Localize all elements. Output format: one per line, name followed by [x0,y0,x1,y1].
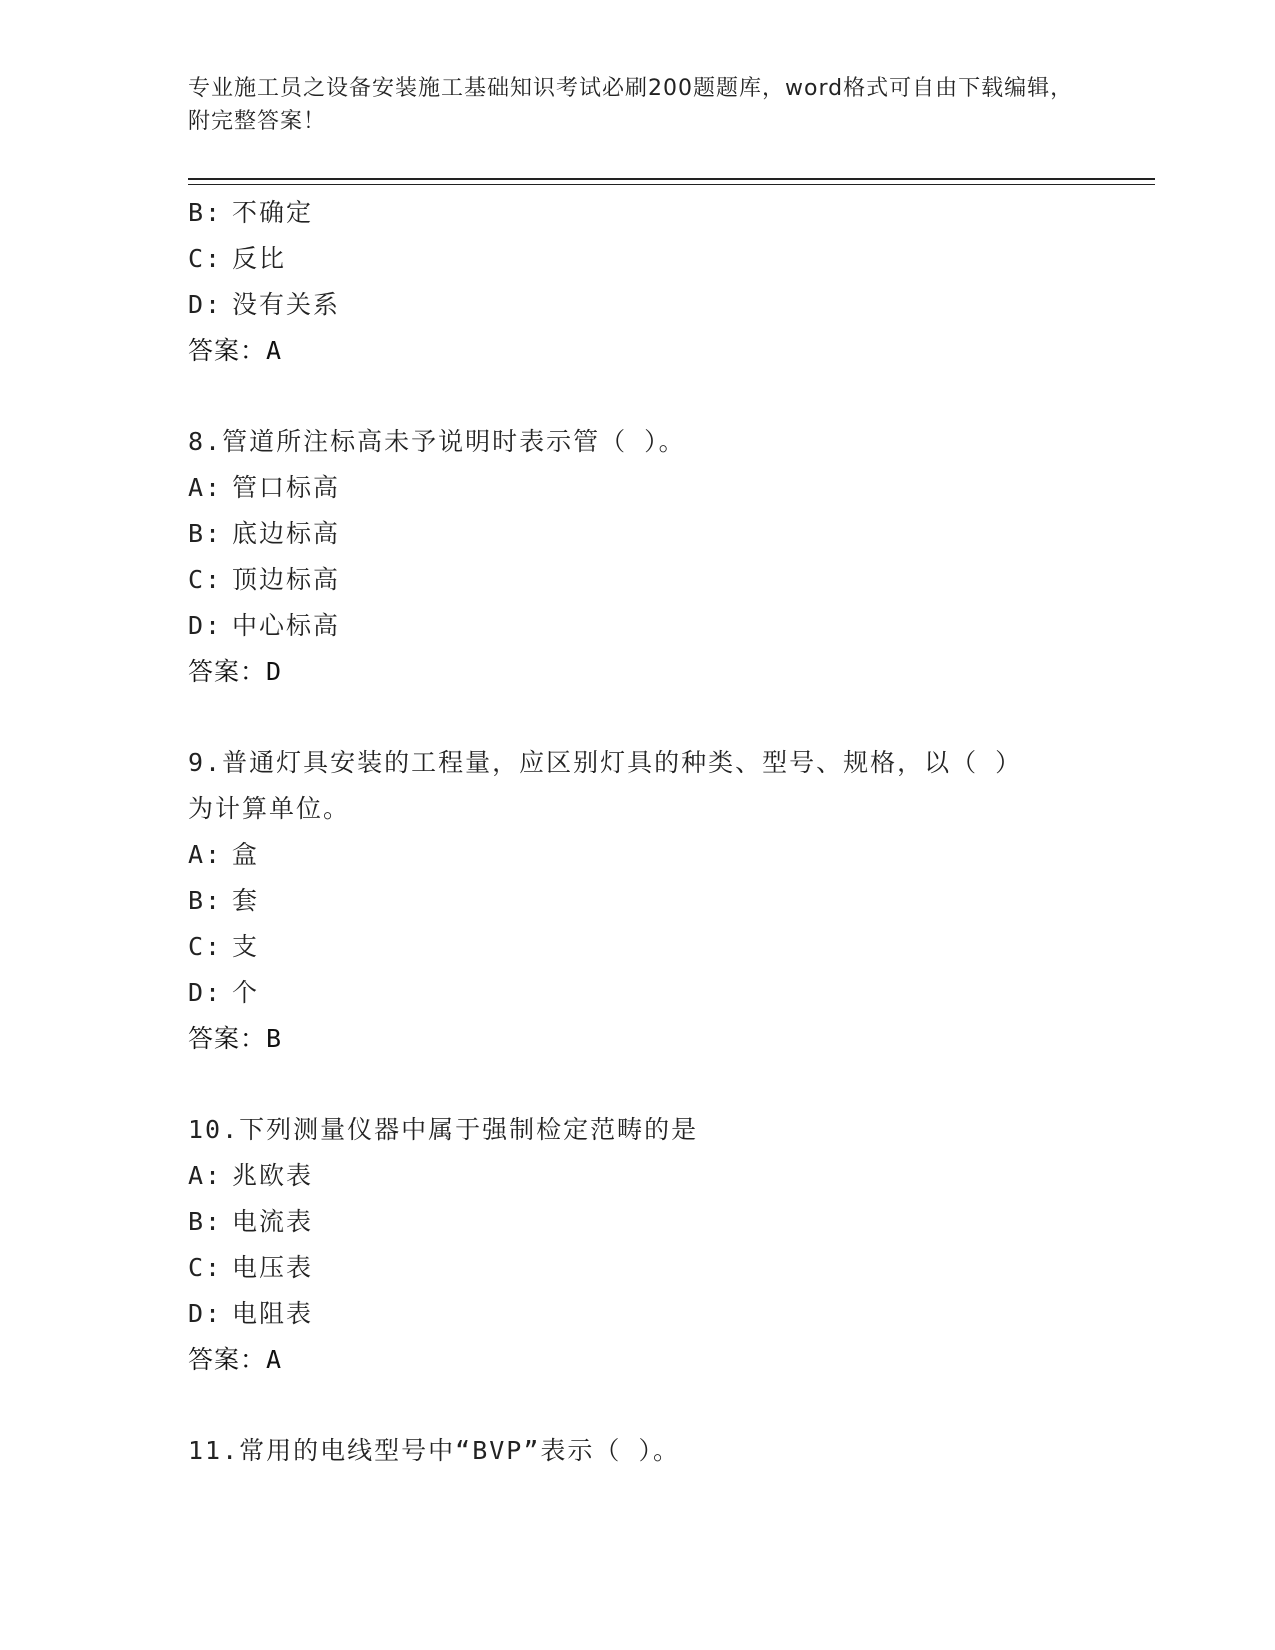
option-text: 盒 [232,840,260,869]
answer-value: A [266,1345,283,1374]
option-d [188,970,1118,1016]
question-text [188,740,1048,832]
option-text: 电压表 [232,1253,314,1282]
question-8 [188,419,1118,695]
document-title: 专业施工员之设备安装施工基础知识考试必刷200题题库，word格式可自由下载编辑，附完整答案！ [188,76,1074,134]
option-d [188,282,1118,328]
question-11 [188,1428,1118,1474]
option-key: C: [188,565,223,594]
question-number: 8. [188,427,223,456]
answer-value: B [266,1024,283,1053]
question-number: 11. [188,1436,240,1465]
option-key: C: [188,1253,223,1282]
answer [188,649,1118,695]
option-text: 电流表 [232,1207,314,1236]
answer-label: 答案： [188,336,267,365]
question-stem: 下列测量仪器中属于强制检定范畴的是 [239,1115,699,1144]
question-10 [188,1107,1118,1383]
answer [188,1337,1118,1383]
option-key: A: [188,840,223,869]
option-a [188,832,1118,878]
header-divider [188,178,1155,185]
answer-label: 答案： [188,657,267,686]
option-a [188,1153,1118,1199]
question-text [188,419,1118,465]
option-key: D: [188,1299,223,1328]
option-text: 支 [232,932,260,961]
answer [188,1016,1118,1062]
answer-value: A [266,336,283,365]
question-text [188,1107,1118,1153]
option-key: B: [188,1207,223,1236]
option-key: B: [188,198,223,227]
option-key: A: [188,1161,223,1190]
option-b [188,190,1118,236]
question-partial [188,190,1118,374]
option-text: 中心标高 [232,611,341,640]
option-key: B: [188,886,223,915]
option-key: D: [188,978,223,1007]
option-key: C: [188,932,223,961]
question-number: 9. [188,748,223,777]
option-key: C: [188,244,223,273]
question-stem: 管道所注标高未予说明时表示管（ ）。 [222,427,686,456]
option-key: D: [188,611,223,640]
option-key: A: [188,473,223,502]
option-c [188,557,1118,603]
answer [188,328,1118,374]
question-9 [188,740,1118,1062]
option-c [188,1245,1118,1291]
option-text: 没有关系 [232,290,341,319]
option-b [188,1199,1118,1245]
option-text: 个 [232,978,260,1007]
option-c [188,924,1118,970]
option-key: D: [188,290,223,319]
answer-label: 答案： [188,1024,267,1053]
answer-value: D [266,657,283,686]
option-a [188,465,1118,511]
question-stem: 普通灯具安装的工程量，应区别灯具的种类、型号、规格，以（ ）为计算单位。 [188,748,1023,823]
option-b [188,878,1118,924]
option-key: B: [188,519,223,548]
option-d [188,1291,1118,1337]
option-c [188,236,1118,282]
option-text: 不确定 [232,198,314,227]
question-stem: 常用的电线型号中“BVP”表示（ ）。 [239,1436,680,1465]
option-text: 底边标高 [232,519,341,548]
question-number: 10. [188,1115,240,1144]
option-b [188,511,1118,557]
option-text: 电阻表 [232,1299,314,1328]
option-text: 反比 [232,244,287,273]
question-text [188,1428,1118,1474]
answer-label: 答案： [188,1345,267,1374]
question-list [188,190,1118,1474]
option-text: 兆欧表 [232,1161,314,1190]
option-d [188,603,1118,649]
option-text: 顶边标高 [232,565,341,594]
option-text: 管口标高 [232,473,341,502]
option-text: 套 [232,886,260,915]
